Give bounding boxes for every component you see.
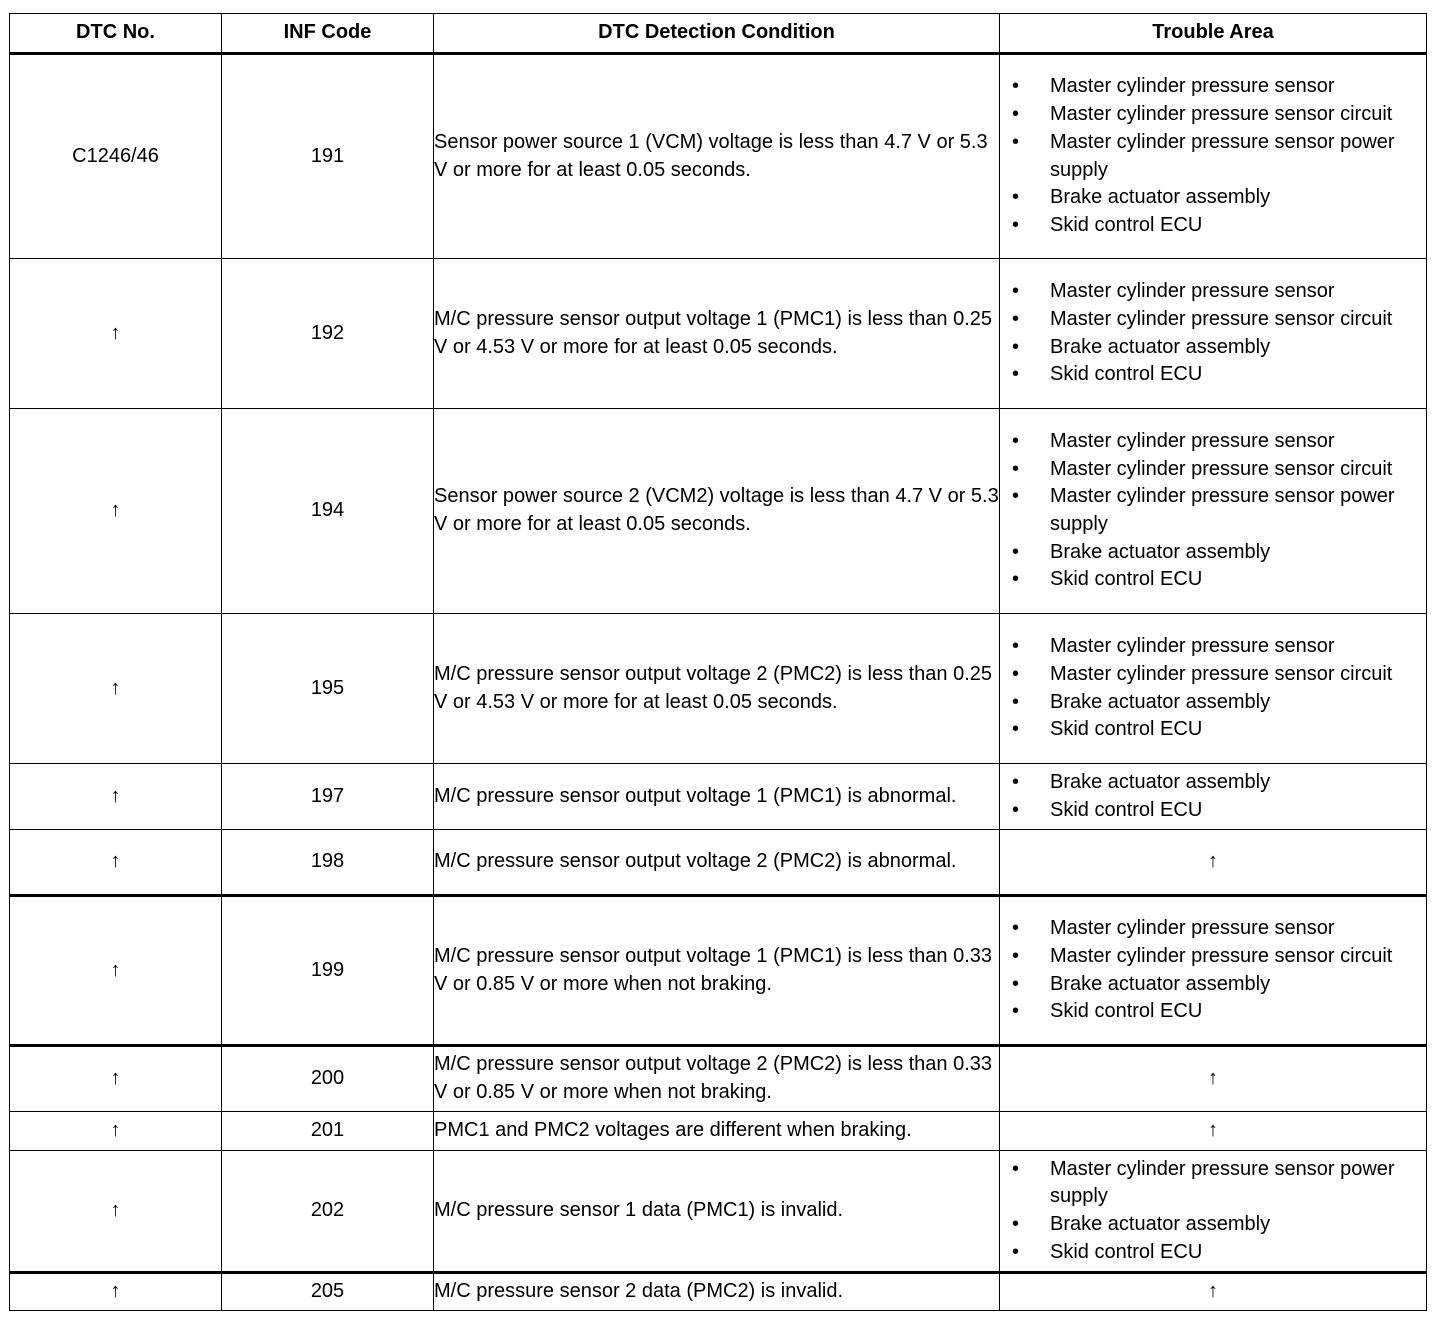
trouble-area-item: • Brake actuator assembly [1000, 334, 1426, 362]
trouble-area-list [1000, 428, 1426, 594]
trouble-area-item: • Master cylinder pressure sensor circuit [1000, 101, 1426, 129]
trouble-area-same-cell: ↑ [1000, 1046, 1427, 1112]
header-condition: DTC Detection Condition [434, 14, 1000, 54]
trouble-area-item: • Master cylinder pressure sensor circuit [1000, 661, 1426, 689]
inf-code-cell: 191 [222, 54, 434, 259]
trouble-area-cell [1000, 896, 1427, 1046]
condition-cell: M/C pressure sensor 2 data (PMC2) is invalid. [434, 1273, 1000, 1311]
trouble-area-item: • Master cylinder pressure sensor circuit [1000, 943, 1426, 971]
trouble-area-cell [1000, 764, 1427, 830]
trouble-area-cell [1000, 614, 1427, 764]
trouble-area-item: • Master cylinder pressure sensor power supply [1000, 1156, 1426, 1211]
dtc-cell: ↑ [10, 1273, 222, 1311]
dtc-cell: ↑ [10, 896, 222, 1046]
trouble-area-item: • Master cylinder pressure sensor [1000, 633, 1426, 661]
dtc-cell: ↑ [10, 1112, 222, 1151]
condition-cell: PMC1 and PMC2 voltages are different when braking. [434, 1112, 1000, 1151]
trouble-area-same-cell: ↑ [1000, 1112, 1427, 1151]
inf-code-cell: 205 [222, 1273, 434, 1311]
condition-cell: M/C pressure sensor output voltage 1 (PMC1) is less than 0.33 V or 0.85 V or more when not braking. [434, 896, 1000, 1046]
inf-code-cell: 192 [222, 259, 434, 409]
condition-cell: M/C pressure sensor output voltage 1 (PMC1) is abnormal. [434, 764, 1000, 830]
trouble-area-same-cell: ↑ [1000, 1273, 1427, 1311]
dtc-table [9, 13, 1427, 1311]
header-inf-code: INF Code [222, 14, 434, 54]
trouble-area-item: • Skid control ECU [1000, 1239, 1426, 1267]
condition-cell: Sensor power source 2 (VCM2) voltage is less than 4.7 V or 5.3 V or more for at least 0.05 seconds. [434, 409, 1000, 614]
header-dtc-no: DTC No. [10, 14, 222, 54]
trouble-area-item: • Master cylinder pressure sensor circuit [1000, 456, 1426, 484]
trouble-area-list [1000, 278, 1426, 389]
table-row [10, 1112, 1427, 1151]
trouble-area-item: • Brake actuator assembly [1000, 689, 1426, 717]
trouble-area-item: • Master cylinder pressure sensor [1000, 428, 1426, 456]
table-row [10, 1046, 1427, 1112]
dtc-cell: ↑ [10, 764, 222, 830]
inf-code-cell: 197 [222, 764, 434, 830]
table-row [10, 1151, 1427, 1273]
condition-cell: M/C pressure sensor output voltage 2 (PMC2) is less than 0.33 V or 0.85 V or more when not braking. [434, 1046, 1000, 1112]
trouble-area-item: • Master cylinder pressure sensor [1000, 278, 1426, 306]
trouble-area-item: • Master cylinder pressure sensor power supply [1000, 129, 1426, 184]
inf-code-cell: 201 [222, 1112, 434, 1151]
trouble-area-item: • Skid control ECU [1000, 797, 1426, 825]
trouble-area-cell [1000, 54, 1427, 259]
inf-code-cell: 194 [222, 409, 434, 614]
condition-cell: M/C pressure sensor output voltage 2 (PMC2) is less than 0.25 V or 4.53 V or more for at least 0.05 seconds. [434, 614, 1000, 764]
trouble-area-cell [1000, 259, 1427, 409]
table-row [10, 54, 1427, 259]
dtc-cell: ↑ [10, 1046, 222, 1112]
table-row [10, 259, 1427, 409]
dtc-cell: ↑ [10, 830, 222, 896]
dtc-cell: ↑ [10, 1151, 222, 1273]
inf-code-cell: 202 [222, 1151, 434, 1273]
trouble-area-item: • Master cylinder pressure sensor [1000, 73, 1426, 101]
trouble-area-item: • Master cylinder pressure sensor circuit [1000, 306, 1426, 334]
condition-cell: M/C pressure sensor output voltage 2 (PMC2) is abnormal. [434, 830, 1000, 896]
inf-code-cell: 198 [222, 830, 434, 896]
trouble-area-list [1000, 769, 1426, 824]
condition-cell: M/C pressure sensor 1 data (PMC1) is invalid. [434, 1151, 1000, 1273]
dtc-cell: C1246/46 [10, 54, 222, 259]
trouble-area-item: • Brake actuator assembly [1000, 539, 1426, 567]
trouble-area-item: • Brake actuator assembly [1000, 184, 1426, 212]
inf-code-cell: 195 [222, 614, 434, 764]
dtc-cell: ↑ [10, 614, 222, 764]
trouble-area-cell [1000, 1151, 1427, 1273]
trouble-area-same-cell: ↑ [1000, 830, 1427, 896]
trouble-area-item: • Brake actuator assembly [1000, 769, 1426, 797]
trouble-area-item: • Skid control ECU [1000, 566, 1426, 594]
trouble-area-list [1000, 915, 1426, 1026]
condition-cell: M/C pressure sensor output voltage 1 (PMC1) is less than 0.25 V or 4.53 V or more for at least 0.05 seconds. [434, 259, 1000, 409]
table-row [10, 830, 1427, 896]
trouble-area-item: • Skid control ECU [1000, 716, 1426, 744]
inf-code-cell: 200 [222, 1046, 434, 1112]
trouble-area-list [1000, 633, 1426, 744]
trouble-area-item: • Master cylinder pressure sensor power supply [1000, 483, 1426, 538]
header-trouble-area: Trouble Area [1000, 14, 1427, 54]
dtc-cell: ↑ [10, 409, 222, 614]
trouble-area-item: • Skid control ECU [1000, 212, 1426, 240]
table-row [10, 409, 1427, 614]
trouble-area-item: • Skid control ECU [1000, 361, 1426, 389]
header-row [10, 14, 1427, 54]
inf-code-cell: 199 [222, 896, 434, 1046]
trouble-area-cell [1000, 409, 1427, 614]
trouble-area-item: • Brake actuator assembly [1000, 971, 1426, 999]
trouble-area-list [1000, 1156, 1426, 1267]
trouble-area-item: • Master cylinder pressure sensor [1000, 915, 1426, 943]
table-row [10, 1273, 1427, 1311]
condition-cell: Sensor power source 1 (VCM) voltage is less than 4.7 V or 5.3 V or more for at least 0.05 seconds. [434, 54, 1000, 259]
trouble-area-item: • Skid control ECU [1000, 998, 1426, 1026]
trouble-area-item: • Brake actuator assembly [1000, 1211, 1426, 1239]
trouble-area-list [1000, 73, 1426, 239]
table-row [10, 896, 1427, 1046]
dtc-cell: ↑ [10, 259, 222, 409]
table-row [10, 764, 1427, 830]
table-row [10, 614, 1427, 764]
